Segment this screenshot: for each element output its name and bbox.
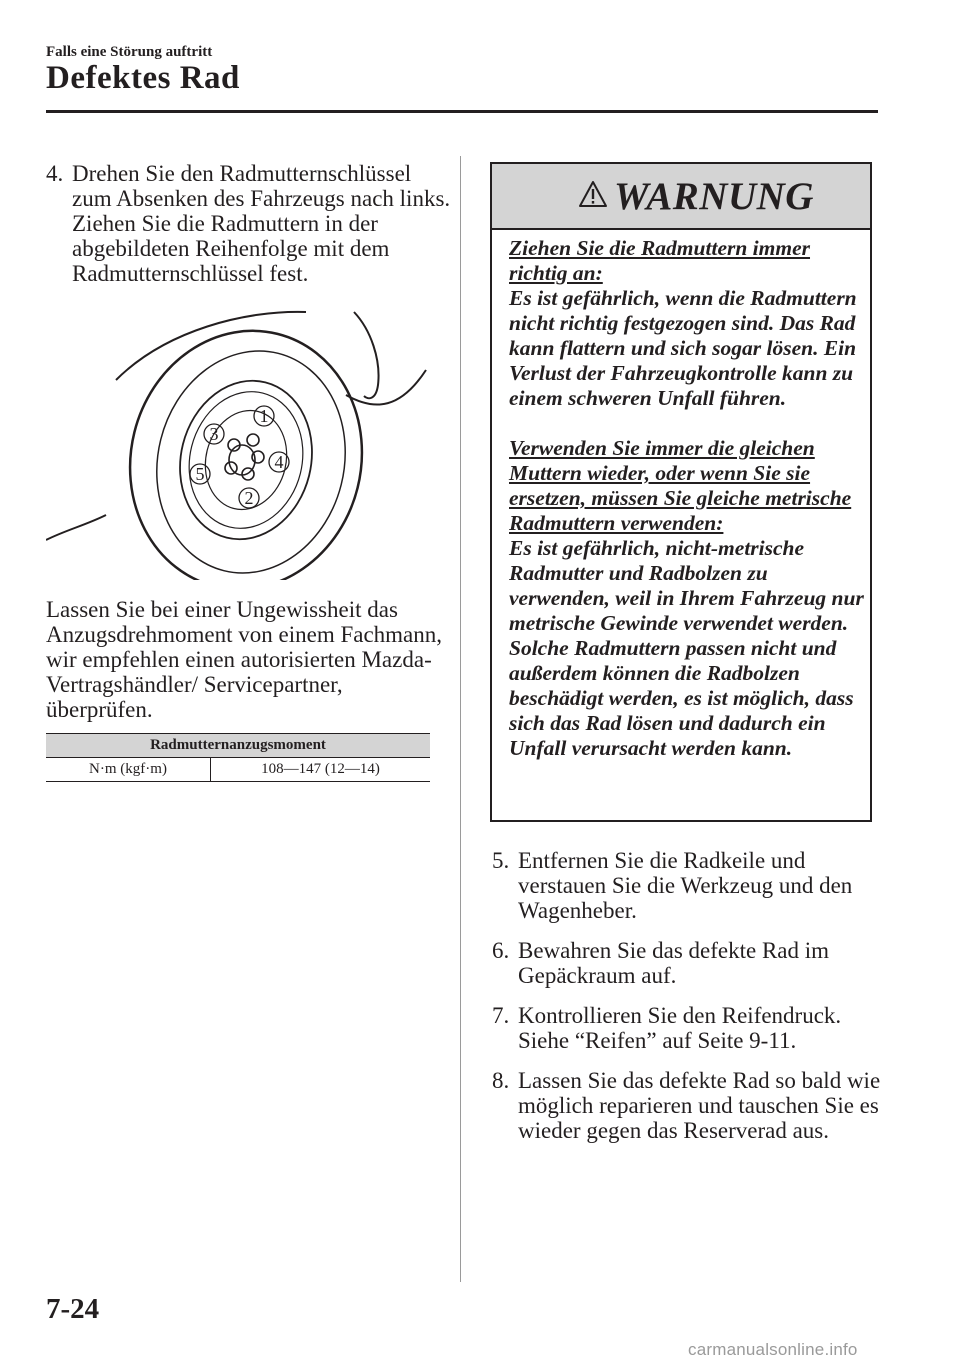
step-number: 4. [46,161,64,186]
step-number: 8. [492,1068,510,1093]
warning-text-1: Es ist gefährlich, wenn die Radmuttern nicht richtig festgezogen sind. Das Rad kann flattern und sich sogar lösen. Ein Verlust der Fahrzeugkontrolle kann zu einem schweren Unfall führen. [509,286,857,410]
step-text: Entfernen Sie die Radkeile und verstauen Sie die Werkzeug und den Wagenheber. [518,848,853,923]
step-number: 6. [492,938,510,963]
nut-1 [247,434,259,446]
section-label: Falls eine Störung auftritt [46,44,213,60]
nut-4 [252,451,264,463]
torque-unit-cell: N·m (kgf·m) [46,758,211,782]
title-rule [46,110,878,113]
nut-label-3: 3 [209,424,219,444]
wheel-nut-order-illustration [46,300,436,580]
torque-table-header: Radmutternanzugsmoment [46,734,430,758]
fender-arch [116,312,306,380]
torque-table [46,733,430,782]
rim-outer [164,367,329,554]
footer-watermark-url: carmanualsonline.info [688,1340,858,1359]
warning-body [509,236,865,761]
table-row [46,758,430,782]
warning-text-2: Es ist gefährlich, nicht-metrische Radmutter und Radbolzen zu verwenden, weil in Ihrem Fahrzeug nur metrische Gewinde verwendet werden. Solche Radmuttern passen nicht und außerdem können die Radbolzen beschädigt werden, es ist möglich, dass sich das Rad lösen und dadurch ein Unfall verursacht werden kann. [509,536,864,760]
warning-title: WARNUNG [614,175,814,218]
nut-label-4: 4 [274,452,284,472]
warning-heading-1: Ziehen Sie die Radmuttern immer richtig an: [509,236,811,285]
step-number: 7. [492,1003,510,1028]
page-title: Defektes Rad [46,60,240,96]
fender-line-right [346,370,426,405]
hub-center [229,445,255,475]
warning-heading-2: Verwenden Sie immer die gleichen Muttern wieder, oder wenn Sie sie ersetzen, müssen Sie gleiche metrische Radmuttern verwenden: [509,436,852,535]
fender-arch-right [354,312,379,398]
torque-value-cell: 108—147 (12—14) [211,758,431,782]
step-number: 5. [492,848,510,873]
nut-label-2: 2 [244,488,254,508]
warning-triangle-icon [578,180,608,208]
step-text: Kontrollieren Sie den Reifendruck. Siehe “Reifen” auf Seite 9-11. [518,1003,842,1053]
rim-inner [175,380,317,541]
warning-box [490,162,872,822]
warning-header [492,164,870,230]
nut-label-1: 1 [259,406,269,426]
torque-check-paragraph: Lassen Sie bei einer Ungewissheit das Anzugsdrehmoment von einem Fachmann, wir empfehlen einen autorisierten Mazda-Vertragshändler/ Servicepartner, überprüfen. [46,597,443,722]
fender-line-left [46,515,106,540]
nut-label-5: 5 [195,464,205,484]
step-text: Bewahren Sie das defekte Rad im Gepäckraum auf. [518,938,830,988]
page-number: 7-24 [46,1293,100,1325]
column-divider [460,156,461,1282]
step-text: Lassen Sie das defekte Rad so bald wie möglich reparieren und tauschen Sie es wieder gegen das Reserverad aus. [518,1068,881,1143]
step-text: Drehen Sie den Radmutternschlüssel zum Absenken des Fahrzeugs nach links. Ziehen Sie die Radmuttern in der abgebildeten Reihenfolge mit dem Radmutternschlüssel fest. [72,161,451,286]
